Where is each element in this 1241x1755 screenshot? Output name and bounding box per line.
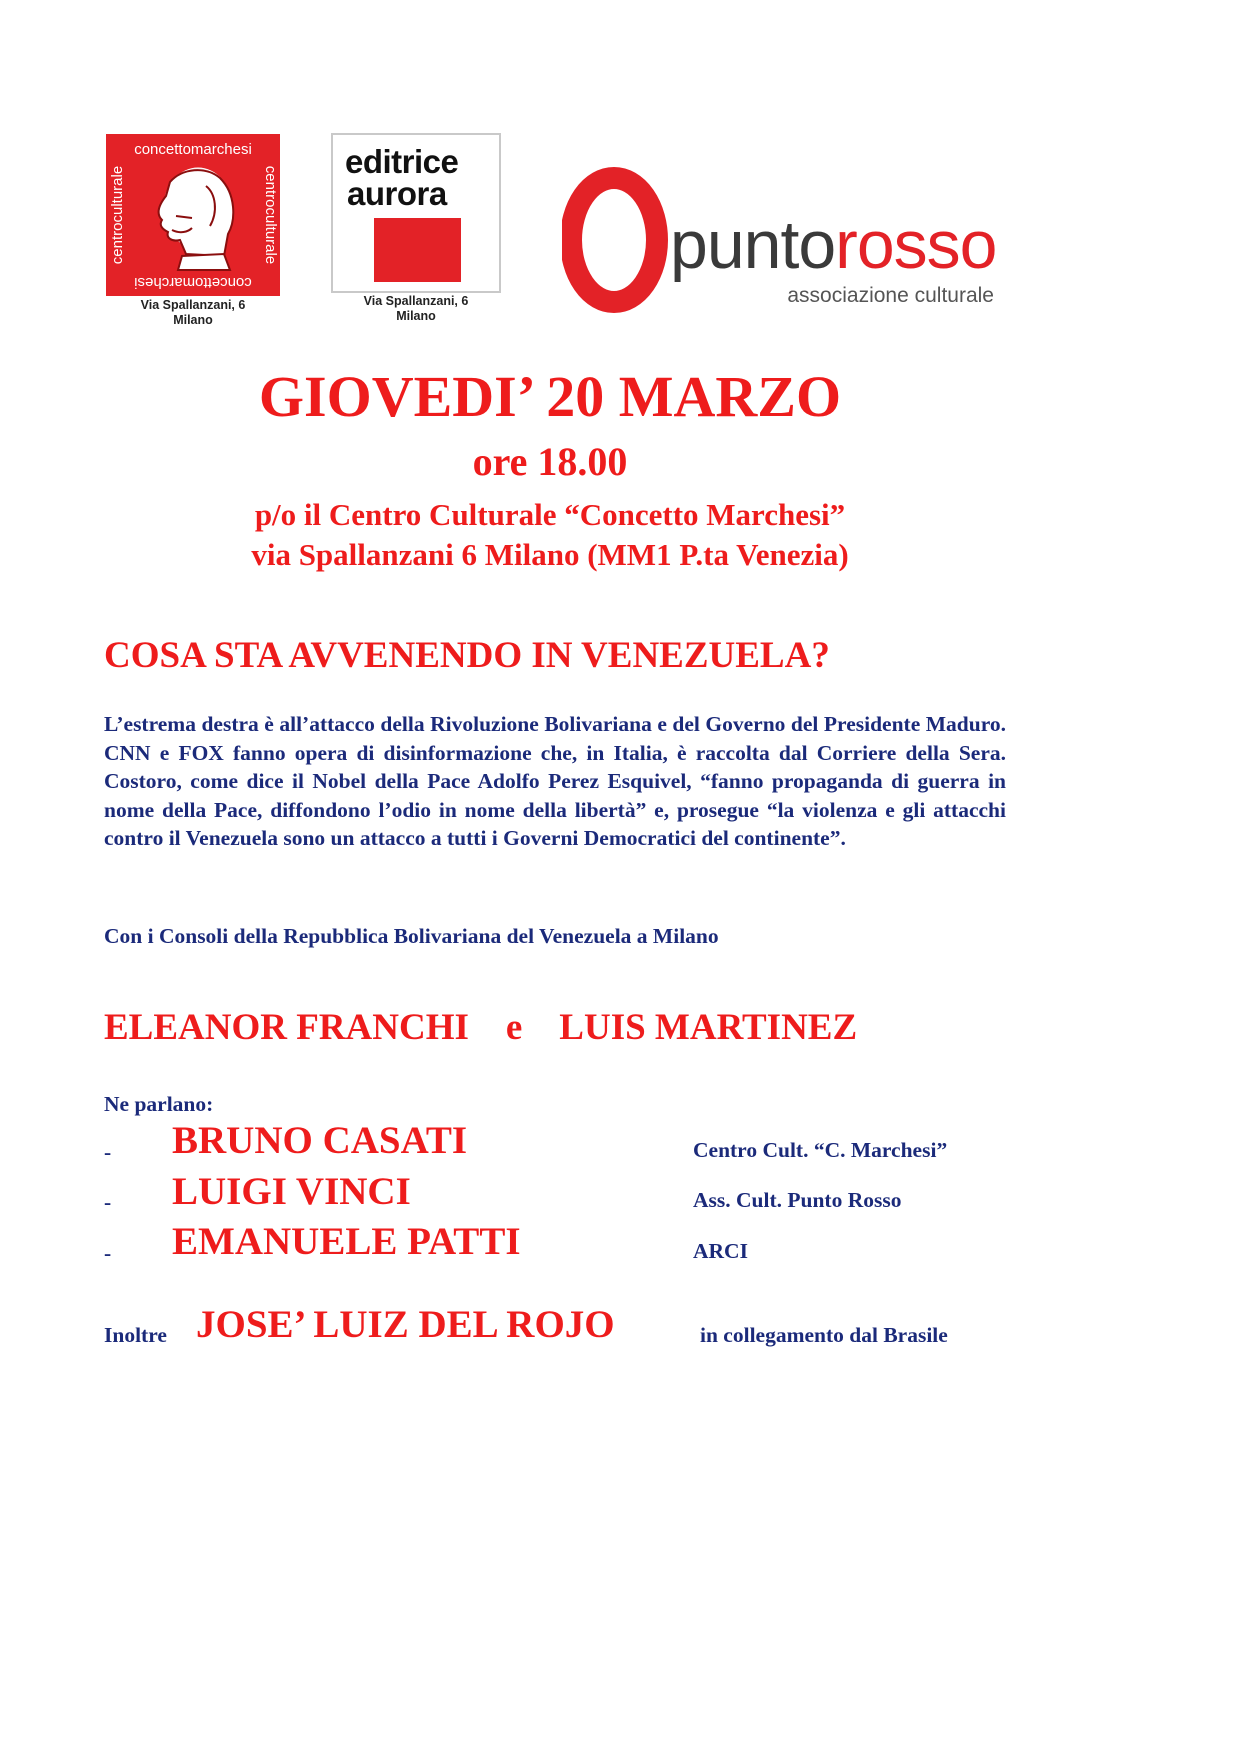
speaker-name: EMANUELE PATTI [172,1220,521,1263]
list-bullet: - [104,1241,112,1265]
red-square-icon [374,218,461,282]
extra-guest-name: JOSE’ LUIZ DEL ROJO [196,1303,615,1346]
concetto-marchesi-caption [106,298,280,328]
event-headline: GIOVEDI’ 20 MARZO [258,364,842,429]
caption-city: Milano [173,313,213,327]
svg-text:puntorosso [670,207,996,283]
consuls-intro: Con i Consoli della Repubblica Bolivariana del Venezuela a Milano [104,924,719,948]
logo-word-editrice: editrice [345,143,459,180]
logo-word-rosso: rosso [835,207,997,283]
logo-word-aurora: aurora [347,175,447,212]
speaker-name: BRUNO CASATI [172,1119,468,1162]
consuls-names: ELEANOR FRANCHI e LUIS MARTINEZ [104,1007,858,1048]
body-paragraph: L’estrema destra è all’attacco della Rivoluzione Bolivariana e del Governo del Presidente Maduro. CNN e FOX fanno opera di disinformazione che, in Italia, è raccolta dal Corriere della Sera. Costoro, come dice il Nobel della Pace Adolfo Perez Esquivel, “fanno propaganda di guerra in nome della Pace, diffondono l’odio in nome della libertà” e, prosegue “la violenza e gli attacchi contro il Venezuela sono un attacco a tutti i Governi Democratici del continente”. [104,712,1006,850]
logo-tagline: associazione culturale [787,284,994,307]
speakers-label: Ne parlano: [104,1092,214,1116]
editrice-aurora-logo [331,133,501,293]
extra-guest-note: in collegamento dal Brasile [700,1323,948,1347]
caption-address: Via Spallanzani, 6 [140,298,246,312]
ring-text-left: centroculturale [109,165,126,265]
event-venue-name: p/o il Centro Culturale “Concetto Marchesi” [254,497,846,532]
speaker-name: LUIGI VINCI [172,1170,411,1213]
punto-rosso-logo [562,166,1002,316]
ring-text-bottom: concettomarchesi [134,274,252,291]
speaker-affiliation: ARCI [693,1239,748,1263]
extra-guest-prefix: Inoltre [104,1323,167,1347]
event-venue-address: via Spallanzani 6 Milano (MM1 P.ta Venezia) [251,537,849,572]
concetto-marchesi-emblem [106,134,280,296]
red-ring-icon [571,178,657,302]
speaker-affiliation: Centro Cult. “C. Marchesi” [693,1138,948,1162]
editrice-aurora-caption [331,294,501,324]
speaker-affiliation: Ass. Cult. Punto Rosso [693,1188,902,1212]
ring-text-right: centroculturale [262,165,279,265]
logo-word-punto: punto [670,207,836,283]
ring-text-top: concettomarchesi [134,141,252,158]
caption-city: Milano [396,309,436,323]
caption-address: Via Spallanzani, 6 [363,294,469,308]
main-question: COSA STA AVVENENDO IN VENEZUELA? [104,635,830,676]
event-time: ore 18.00 [472,439,628,484]
list-bullet: - [104,1140,112,1164]
punto-rosso-emblem [562,166,1002,316]
list-bullet: - [104,1190,112,1214]
concetto-marchesi-logo [106,134,280,296]
